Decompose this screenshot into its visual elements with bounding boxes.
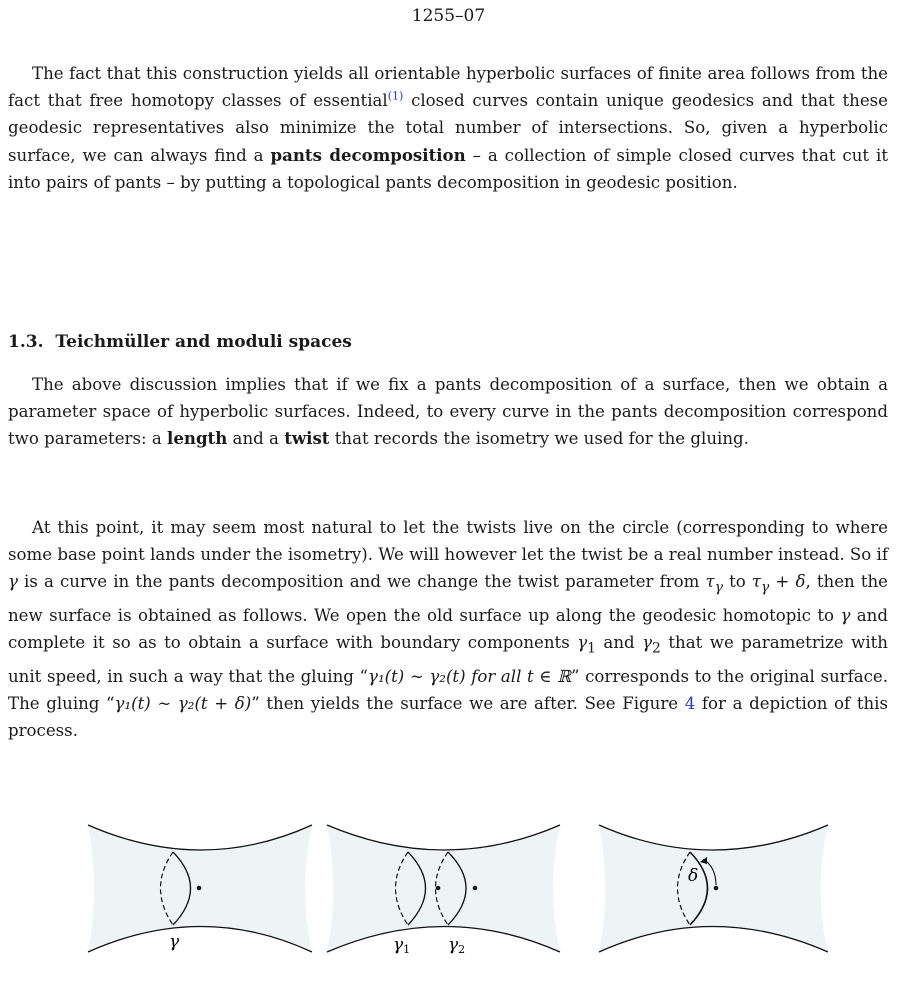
text: The fact that this construction yields all orientable hyperbolic surfaces of finite area follows from the fact that free homotopy classes of essential <box>8 64 888 111</box>
paragraph-3 <box>8 514 888 744</box>
math-sub: γ <box>761 579 770 596</box>
math-gluing-2: γ₁(t) ∼ γ₂(t + δ) <box>114 693 252 713</box>
label-gamma2-sub: 2 <box>458 943 466 956</box>
text: , then the new surface is obtained as follows. We open the old surface up along the geodesic homotopic to <box>8 572 888 625</box>
section-title: Teichmüller and moduli spaces <box>55 332 352 352</box>
section-number: 1.3. <box>8 332 44 352</box>
math-sub: γ <box>714 579 723 596</box>
math-sub: 2 <box>652 640 661 657</box>
base-point-2 <box>703 859 707 863</box>
text: and complete it so as to obtain a surface with boundary components <box>8 605 888 653</box>
base-point <box>197 886 202 891</box>
text: ” then yields the surface we are after. See Figure <box>251 693 685 713</box>
math-plus-delta: + δ <box>769 572 806 592</box>
text: that we parametrize with unit speed, in such a way that the gluing “ <box>8 633 888 686</box>
text: and a <box>227 429 285 449</box>
text: is a curve in the pants decomposition and we change the twist parameter from <box>17 572 706 592</box>
label-gamma: γ <box>169 932 180 952</box>
panel-2 <box>327 825 560 956</box>
math-gamma: γ <box>642 633 653 653</box>
text: At this point, it may seem most natural to let the twists live on the circle (corresponding to where some base point lands under the isometry). We will however let the twist be a real number instead. So if <box>8 518 888 565</box>
footnote-mark[interactable]: (1) <box>387 89 404 103</box>
page-header <box>0 6 897 26</box>
math-gamma: γ <box>577 633 588 653</box>
base-point-2 <box>473 886 478 891</box>
text: and <box>595 633 643 653</box>
section-heading <box>8 332 352 352</box>
math-sub: 1 <box>587 640 596 657</box>
page-code: 1255–07 <box>411 6 486 26</box>
text: for a depiction of this process. <box>8 693 888 741</box>
text: ” corresponds to the original surface. The gluing “ <box>8 666 888 713</box>
label-gamma1-sub: 1 <box>403 943 411 956</box>
text: The above discussion implies that if we fix a pants decomposition of a surface, then we obtain a parameter space of hyperbolic surfaces. Indeed, to every curve in the pants decomposition correspond two parameters: a <box>8 375 888 449</box>
paragraph-1 <box>8 60 888 196</box>
base-point-1 <box>436 886 441 891</box>
surface-fill <box>599 825 828 952</box>
term-twist: twist <box>284 428 330 449</box>
text: closed curves contain unique geodesics and that these geodesic representatives also minimize the total number of intersections. So, given a hyperbolic surface, we can always find a <box>8 91 888 165</box>
figure-twist-process <box>0 815 897 992</box>
label-delta: δ <box>688 866 699 886</box>
text: to <box>722 572 752 592</box>
label-gamma1: γ1 <box>393 935 411 956</box>
surface-fill <box>327 825 560 952</box>
label-gamma2: γ2 <box>448 935 466 956</box>
term-length: length <box>167 428 228 449</box>
panel-3 <box>599 825 828 952</box>
panel-1 <box>88 825 312 952</box>
math-tau: τ <box>705 572 715 592</box>
math-gamma: γ <box>8 572 18 592</box>
term-pants-decomposition: pants decomposition <box>270 144 466 165</box>
text: – a collection of simple closed curves that cut it into pairs of pants – by putting a topological pants decomposition in geodesic position. <box>8 145 888 192</box>
text: that records the isometry we used for the gluing. <box>329 429 749 449</box>
figure-reference-link[interactable]: 4 <box>684 693 696 713</box>
base-point-1 <box>714 886 719 891</box>
math-tau: τ <box>751 572 762 592</box>
math-gluing-1: γ₁(t) ∼ γ₂(t) for all t ∈ ℝ <box>368 666 572 686</box>
paragraph-2 <box>8 371 888 453</box>
math-gamma: γ <box>840 605 851 625</box>
